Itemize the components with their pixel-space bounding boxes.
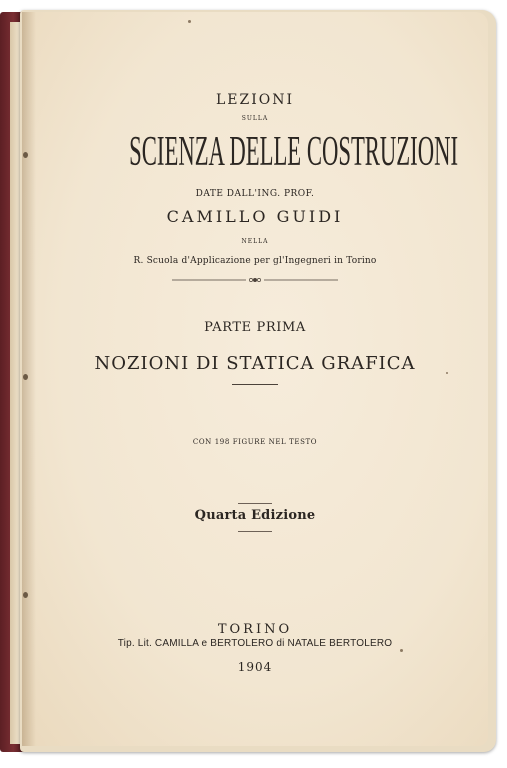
publication-year: 1904 [237,660,273,674]
institution-line: R. Scuola d'Applicazione per gl'Ingegneri in Torino [133,256,377,266]
ornament-rule [172,276,338,284]
heading-nella: NELLA [241,238,269,245]
part-label: PARTE PRIMA [204,320,306,335]
title-page [22,12,488,746]
date-line: DATE DALL'ING. PROF. [195,189,315,199]
heading-lezioni: LEZIONI [215,92,295,108]
subject-title: NOZIONI DI STATICA GRAFICA [94,353,416,374]
stitch-mark [23,374,28,380]
stitch-mark [23,152,28,158]
stitch-mark [23,592,28,598]
divider-rule [238,503,272,504]
heading-sulla: SULLA [241,115,269,122]
paper-speck [400,649,403,652]
divider-rule [232,384,278,385]
figures-note: CON 198 FIGURE NEL TESTO [192,438,318,446]
paper-speck [446,372,448,374]
divider-rule [238,531,272,532]
main-title: SCIENZA DELLE COSTRUZIONI [129,129,459,175]
paper-speck [188,20,191,23]
printer-line: Tip. Lit. CAMILLA e BERTOLERO di NATALE BERTOLERO [117,638,393,649]
publication-city: TORINO [217,622,293,637]
author-name: CAMILLO GUIDI [166,207,344,226]
edition-label: Quarta Edizione [194,508,316,523]
